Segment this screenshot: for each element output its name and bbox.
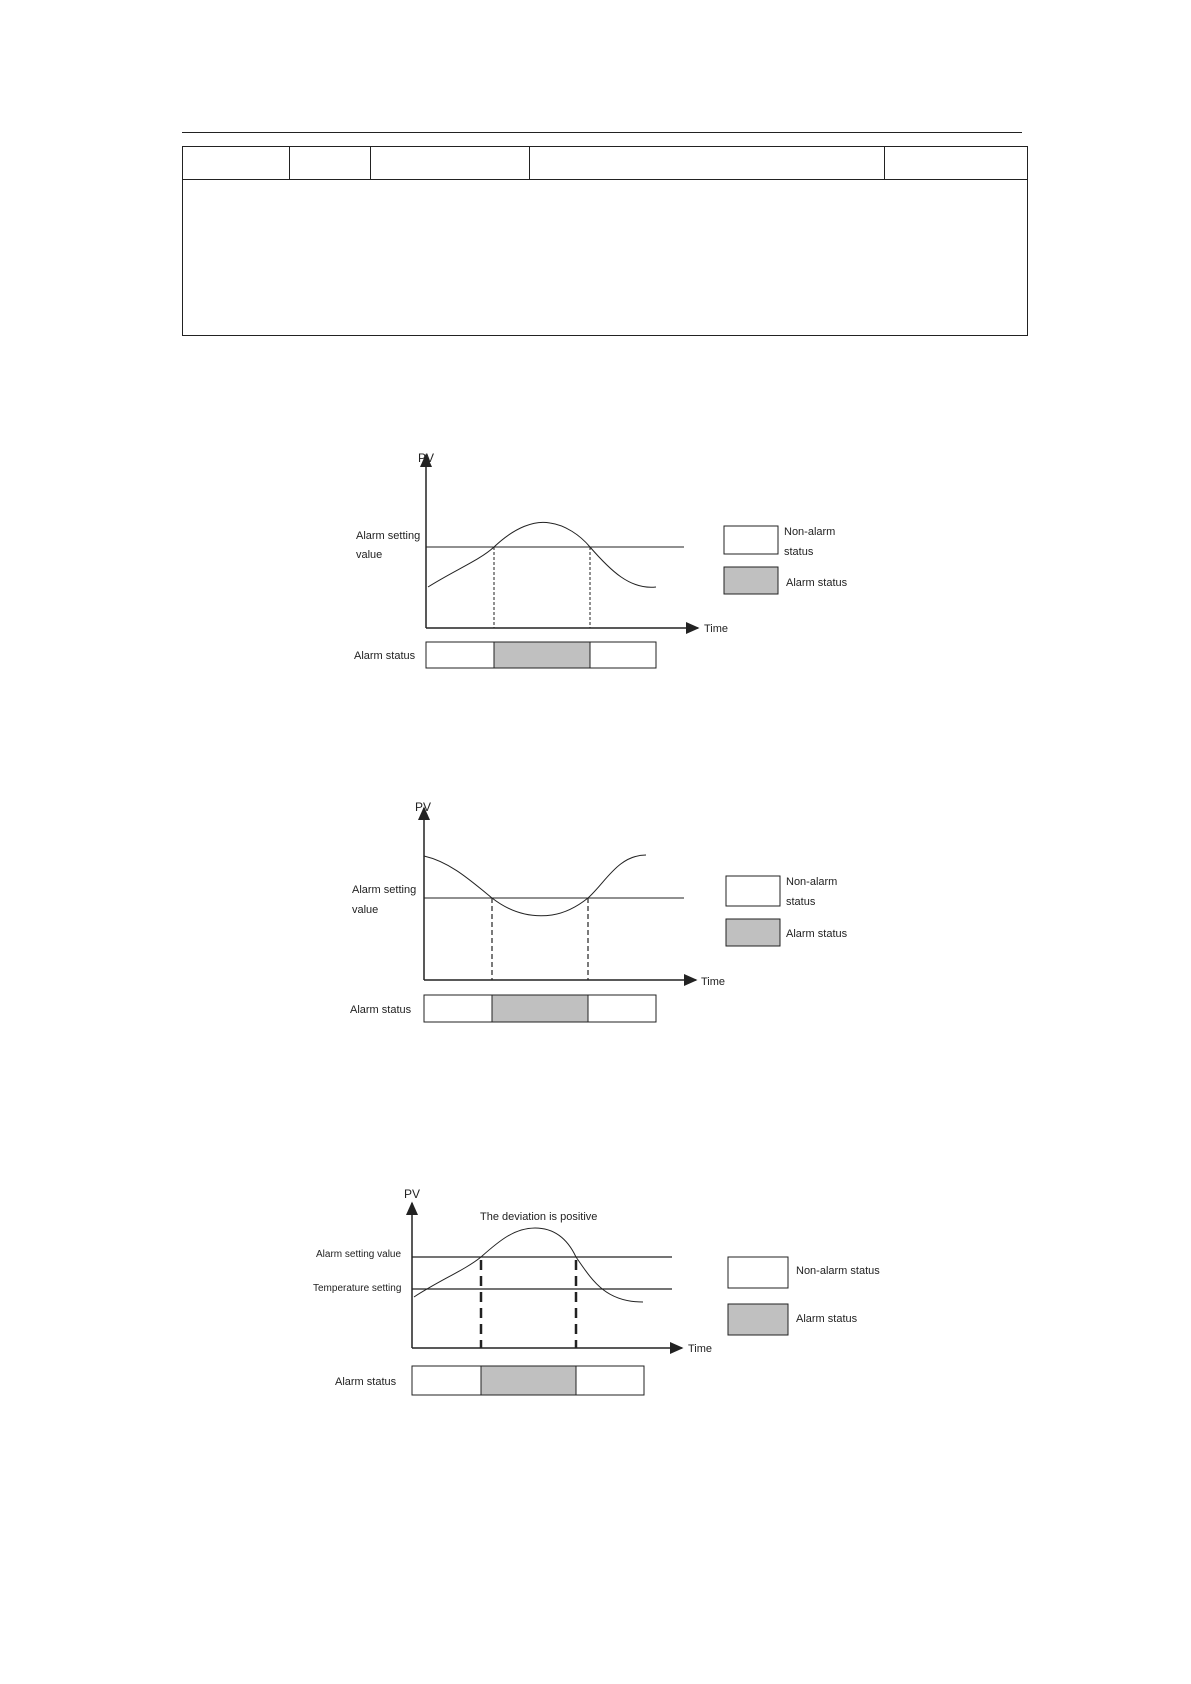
- legend-nonalarm-label-2: status: [784, 546, 814, 558]
- legend-nonalarm-label: Non-alarm: [786, 876, 838, 888]
- legend-alarm-swatch: [728, 1304, 788, 1335]
- legend-alarm-label: Alarm status: [786, 577, 848, 589]
- alarm-setting-label-2: value: [356, 549, 383, 561]
- status-row-label: Alarm status: [350, 1004, 412, 1016]
- pv-curve: [414, 1228, 643, 1302]
- legend-nonalarm-label: Non-alarm status: [796, 1265, 880, 1277]
- y-axis-label: PV: [404, 1187, 421, 1201]
- legend-nonalarm-swatch: [728, 1257, 788, 1288]
- y-axis-label: PV: [418, 451, 435, 465]
- legend-alarm-label: Alarm status: [796, 1313, 858, 1325]
- alarm-setting-label: Alarm setting: [356, 530, 421, 542]
- legend-nonalarm-label: Non-alarm: [784, 526, 836, 538]
- status-bar-off: [576, 1366, 644, 1395]
- temperature-setting-label: Temperature setting: [313, 1283, 402, 1294]
- status-bar-on: [481, 1366, 576, 1395]
- x-axis-label: Time: [701, 976, 726, 988]
- alarm-setting-label-2: value: [352, 904, 379, 916]
- x-axis-label: Time: [704, 623, 729, 635]
- legend-nonalarm-label-2: status: [786, 896, 816, 908]
- alarm-setting-label: Alarm setting: [352, 884, 417, 896]
- legend-alarm-label: Alarm status: [786, 928, 848, 940]
- y-axis-label: PV: [415, 800, 432, 814]
- chart-title: The deviation is positive: [480, 1211, 598, 1223]
- status-bar-off: [412, 1366, 481, 1395]
- status-row-label: Alarm status: [354, 650, 416, 662]
- alarm-setting-label: Alarm setting value: [316, 1249, 402, 1260]
- status-row-label: Alarm status: [335, 1376, 397, 1388]
- x-axis-label: Time: [688, 1343, 713, 1355]
